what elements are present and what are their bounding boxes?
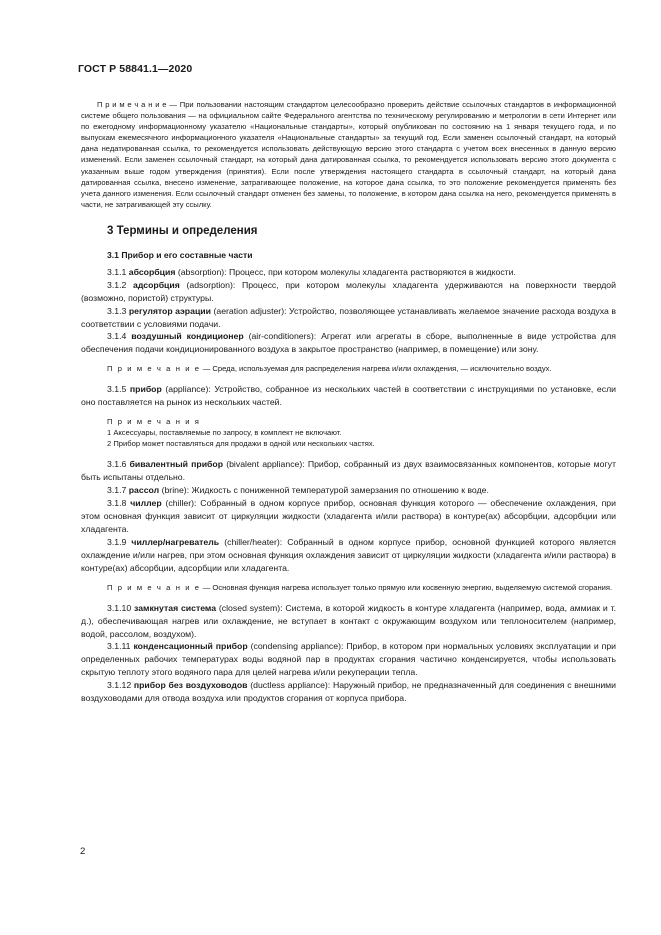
term-definition: (absorption): Процесс, при котором молекулы хладагента растворяются в жидкости. xyxy=(175,266,516,277)
term-definition: (condensing appliance): Прибор, в котором при нормальных условиях эксплуатации и при определенных рабочих температурах воды водяной пар в продуктах сгорания частично конденсируется, чтобы использовать скрытую теплоту этого водяного пара для целей нагрева и/или рекуперации тепла. xyxy=(81,641,617,678)
term-3-1-8 xyxy=(81,497,616,536)
term-name: абсорбция xyxy=(128,266,176,277)
term-name: чиллер/нагреватель xyxy=(131,536,220,547)
term-definition: (adsorption): Процесс, при котором молекулы хладагента удерживаются на поверхности твердой (возможно, пористой) структуры. xyxy=(81,279,616,303)
document-header: ГОСТ Р 58841.1—2020 xyxy=(78,63,193,75)
term-name: замкнутая система xyxy=(133,602,217,613)
term-number: 3.1.10 xyxy=(107,602,134,613)
term-number: 3.1.3 xyxy=(107,305,129,316)
term-number: 3.1.12 xyxy=(107,680,134,691)
term-number: 3.1.8 xyxy=(107,498,131,509)
page-body xyxy=(81,99,616,705)
term-name: рассол xyxy=(128,485,160,496)
term-3-1-7 xyxy=(81,484,616,497)
term-3-1-1 xyxy=(81,266,616,279)
term-definition: (closed system): Система, в которой жидкость в контуре хладагента (например, вода, аммиак и т. д.), обеспечивающая нагрев или охлаждение, не вступает в контакт с окружающим воздухом или теплоносителем (например, водой, рассолом, воздухом). xyxy=(81,602,616,639)
term-definition: (ductless appliance): Наружный прибор, не предназначенный для соединения с внешними воздуховодами для отвода воздуха или продуктов сгорания от корпуса прибора. xyxy=(81,680,616,704)
note-item: 1 Аксессуары, поставляемые по запросу, в комплект не включают. xyxy=(107,428,342,438)
note-label: П р и м е ч а н и е xyxy=(107,364,201,374)
notes-3-1-5 xyxy=(107,416,616,449)
note-label: П р и м е ч а н и е xyxy=(107,582,201,592)
term-number: 3.1.4 xyxy=(107,331,132,342)
term-3-1-11 xyxy=(81,640,616,679)
term-number: 3.1.1 xyxy=(107,266,129,277)
term-name: конденсационный прибор xyxy=(133,641,248,652)
term-number: 3.1.5 xyxy=(107,384,130,395)
term-3-1-9 xyxy=(81,536,616,575)
intro-note-text: — При пользовании настоящим стандартом целесообразно проверить действие ссылочных стандартов в информационной системе общего пользования — на официальном сайте Федерального агентства по техническому регулированию и метрологии в сети Интернет или по ежегодному информационному указателю «Национальные стандарты», который опубликован по состоянию на 1 января текущего года, и по выпускам ежемесячного информационного указателя «Национальные стандарты» за текущий год. Если заменен ссылочный стандарт, на который дана недатированная ссылка, то рекомендуется использовать действующую версию этого стандарта с учетом всех внесенных в данную версию изменений. Если заменен ссылочный стандарт, на который дана датированная ссылка, то рекомендуется использовать версию этого документа с указанным выше годом утверждения (принятия). Если после утверждения настоящего стандарта в ссылочный стандарт, на который дана датированная ссылка, внесено изменение, затрагивающее положение, на которое дана ссылка, то это положение рекомендуется применять без учета данного изменения. Если ссылочный стандарт отменен без замены, то положение, в котором дана ссылка на него, рекомендуется применять в части, не затрагивающей эту ссылку. xyxy=(81,100,616,209)
term-definition: (aeration adjuster): Устройство, позволяющее устанавливать желаемое значение расхода воздуха в соответствии с условиями подачи. xyxy=(81,305,616,329)
term-definition: (air-conditioners): Агрегат или агрегаты в сборе, выполненные в виде устройства для обеспечения подачи кондиционированного воздуха в закрытое пространство (например, в помещение) или зону. xyxy=(81,331,616,355)
note-item: 2 Прибор может поставляться для продажи в одной или нескольких частях. xyxy=(107,439,375,449)
term-definition: (chiller): Собранный в одном корпусе прибор, основная функция которого — обеспечение охлаждения, при этом основная функция зависит от циркуляции жидкости (хладагента и/или раствора) в контуре(ах) абсорбции, адсорбции или хладагента. xyxy=(81,498,616,534)
term-3-1-12 xyxy=(81,679,616,705)
note-text: — Среда, используемая для распределения нагрева и/или охлаждения, — исключительно воздух. xyxy=(200,364,552,374)
term-3-1-5 xyxy=(81,383,616,409)
term-3-1-3 xyxy=(81,305,616,331)
term-3-1-2 xyxy=(81,279,616,305)
notes-label: П р и м е ч а н и я xyxy=(107,417,201,427)
intro-note-label: П р и м е ч а н и е xyxy=(97,100,167,109)
term-number: 3.1.6 xyxy=(107,459,130,470)
term-number: 3.1.11 xyxy=(107,641,134,652)
subsection-title: 3.1 Прибор и его составные части xyxy=(107,249,253,260)
term-3-1-4 xyxy=(81,330,616,356)
term-number: 3.1.9 xyxy=(107,536,132,547)
term-name: адсорбция xyxy=(133,279,180,290)
term-name: прибор без воздуховодов xyxy=(133,680,248,691)
term-name: прибор xyxy=(129,384,162,395)
term-3-1-10 xyxy=(81,602,616,641)
term-number: 3.1.2 xyxy=(107,279,134,290)
term-name: регулятор аэрации xyxy=(128,305,211,316)
note-3-1-9 xyxy=(81,582,616,593)
term-3-1-6 xyxy=(81,458,616,484)
intro-note xyxy=(81,99,616,210)
note-3-1-4 xyxy=(81,363,616,374)
term-definition: (brine): Жидкость с пониженной температурой замерзания по отношению к воде. xyxy=(159,485,489,496)
term-number: 3.1.7 xyxy=(107,485,129,496)
page-number: 2 xyxy=(80,846,86,857)
section-title: 3 Термины и определения xyxy=(107,224,258,237)
term-name: чиллер xyxy=(130,498,162,509)
term-definition: (appliance): Устройство, собранное из нескольких частей в соответствии с инструкциями по установке, если оно поставляется на рынок из нескольких частей. xyxy=(81,384,616,408)
term-definition: (bivalent appliance): Прибор, собранный из двух взаимосвязанных компонентов, которые могут быть испытаны отдельно. xyxy=(81,459,616,483)
term-name: бивалентный прибор xyxy=(129,459,224,470)
term-definition: (chiller/heater): Собранный в одном корпусе прибор, основной функцией которого является охлаждение и/или нагрев, при этом основная функция охлаждения зависит от циркуляции жидкости (хладагента и/или раствора) в контуре(ах) абсорбции, адсорбции или хладагента. xyxy=(81,536,616,573)
note-text: — Основная функция нагрева использует только прямую или косвенную энергию, выделяемую системой сгорания. xyxy=(200,582,613,592)
term-name: воздушный кондиционер xyxy=(131,331,244,342)
